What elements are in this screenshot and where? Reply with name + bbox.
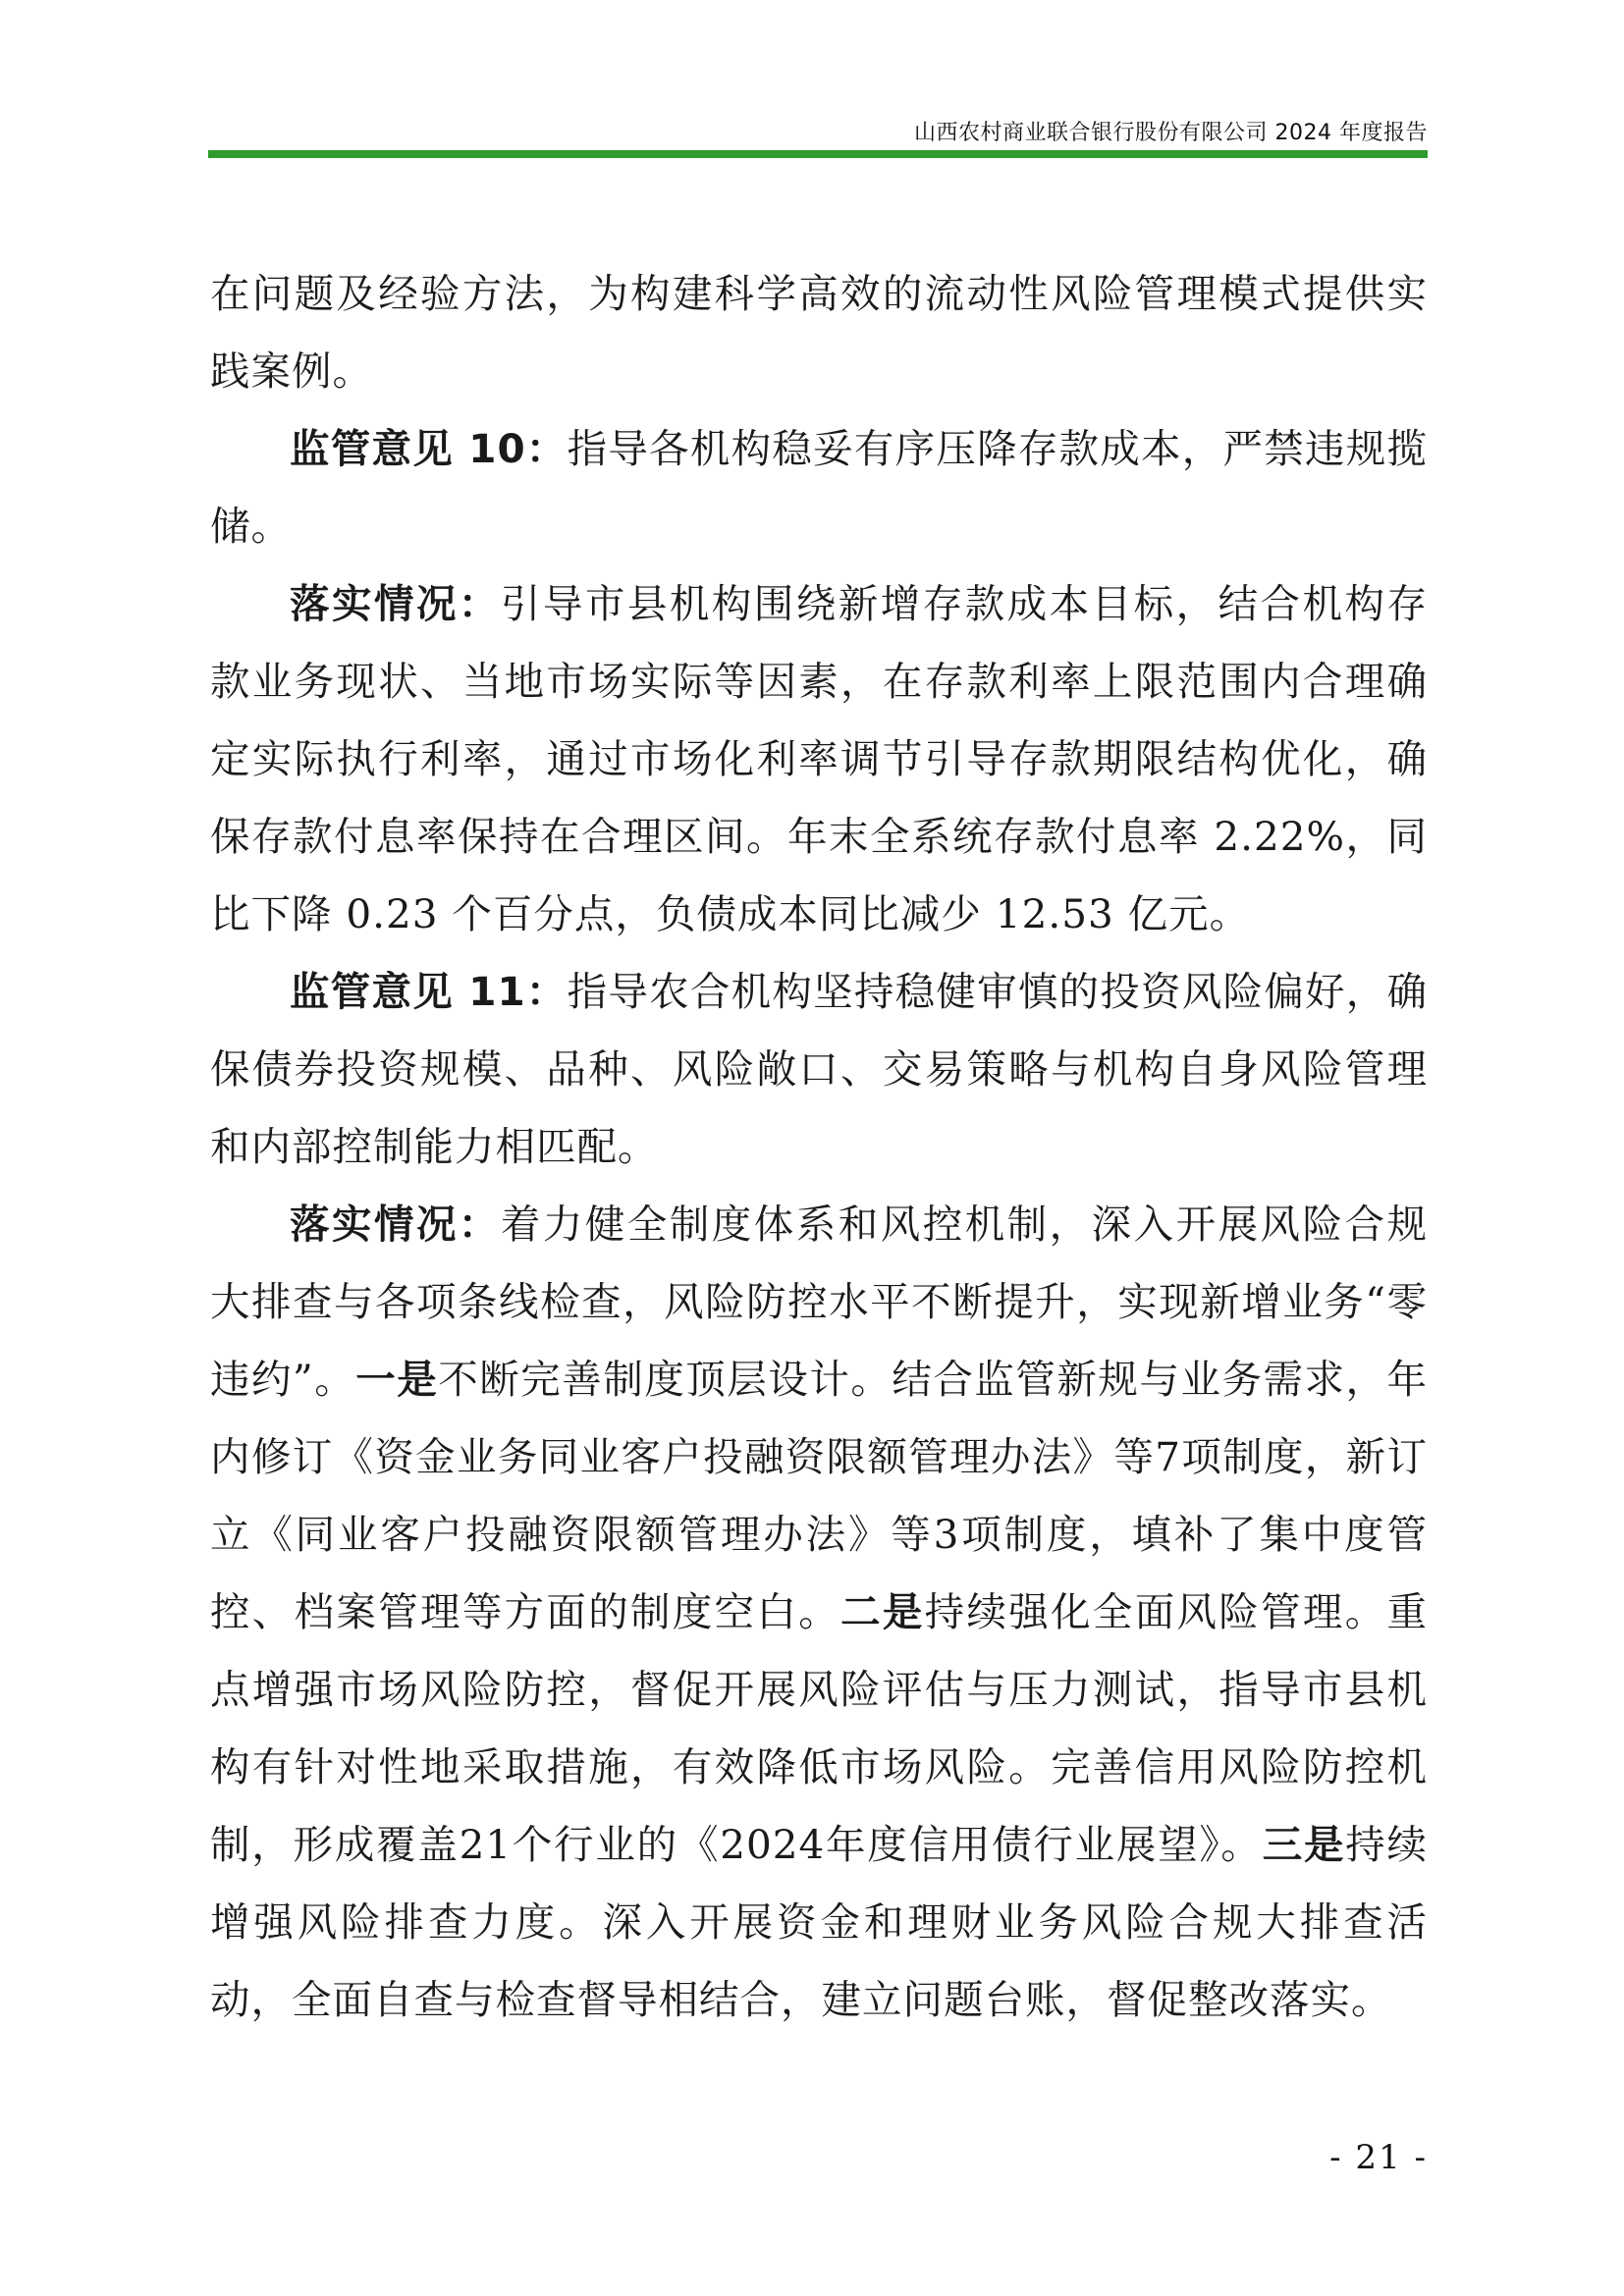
- point-one-text: 不断完善制度顶层设计。结合监管新规与业务需求，年内修订《资金业务同业客户投融资限额管理办法》等7项制度，新订立《同业客户投融资限额管理办法》等3项制度，填补了集中度管控、档案管理等方面的制度空白。: [210, 1356, 1429, 1635]
- header-divider: [208, 150, 1428, 158]
- page-header: [0, 0, 1624, 167]
- implementation-text: 引导市县机构围绕新增存款成本目标，结合机构存款业务现状、当地市场实际等因素，在存款利率上限范围内合理确定实际执行利率，通过市场化利率调节引导存款期限结构优化，确保存款付息率保持在合理区间。年末全系统存款付息率 2.22%，同比下降 0.23 个百分点，负债成本同比减少 12.53 亿元。: [210, 580, 1429, 937]
- implementation-label: 落实情况：: [290, 580, 501, 627]
- opinion-label: 监管意见 10：: [290, 425, 568, 472]
- body-text: [210, 255, 1428, 2039]
- point-two-keyword: 二是: [840, 1588, 925, 1635]
- point-three-keyword: 三是: [1262, 1821, 1346, 1868]
- regulatory-opinion-10: [210, 410, 1428, 565]
- implementation-status-10: [210, 565, 1428, 953]
- point-three-text: 持续增强风险排查力度。深入开展资金和理财业务风险合规大排查活动，全面自查与检查督导相结合，建立问题台账，督促整改落实。: [210, 1821, 1428, 2023]
- implementation-label: 落实情况：: [290, 1201, 501, 1248]
- point-one-keyword: 一是: [355, 1356, 439, 1403]
- page-number: - 21 -: [1329, 2138, 1428, 2177]
- implementation-status-11: [210, 1186, 1428, 2039]
- opinion-label: 监管意见 11：: [290, 968, 568, 1015]
- opinion-text: 指导各机构稳妥有序压降存款成本，严禁违规揽储。: [210, 425, 1428, 550]
- paragraph-text: 在问题及经验方法，为构建科学高效的流动性风险管理模式提供实践案例。: [210, 270, 1428, 395]
- opinion-text: 指导农合机构坚持稳健审慎的投资风险偏好，确保债券投资规模、品种、风险敞口、交易策略与机构自身风险管理和内部控制能力相匹配。: [210, 968, 1428, 1170]
- paragraph-continuation: [210, 255, 1428, 410]
- point-two-text: 持续强化全面风险管理。重点增强市场风险防控，督促开展风险评估与压力测试，指导市县机构有针对性地采取措施，有效降低市场风险。完善信用风险防控机制，形成覆盖21个行业的《2024年度信用债行业展望》。: [210, 1588, 1429, 1868]
- regulatory-opinion-11: [210, 953, 1428, 1186]
- implementation-text: 着力健全制度体系和风控机制，深入开展风险合规大排查与各项条线检查，风险防控水平不断提升，实现新增业务“零违约”。: [210, 1201, 1429, 1403]
- report-title: 山西农村商业联合银行股份有限公司 2024 年度报告: [914, 121, 1428, 145]
